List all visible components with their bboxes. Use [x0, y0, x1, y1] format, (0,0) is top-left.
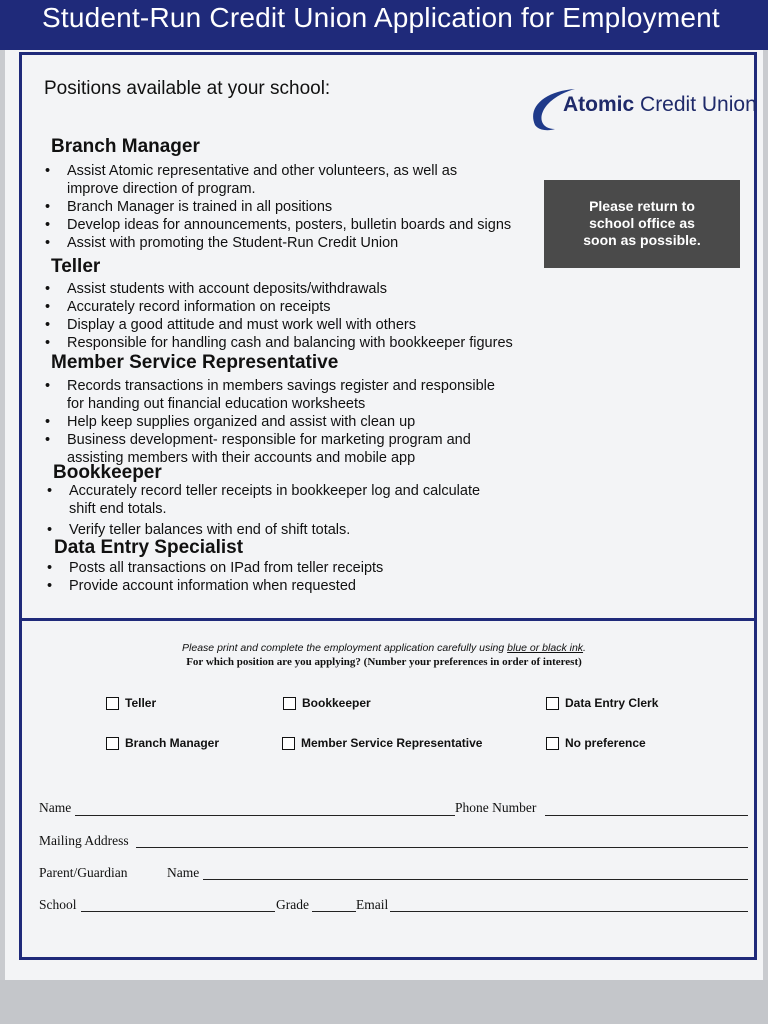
- checkbox[interactable]: [546, 697, 559, 710]
- list-item: • Assist Atomic representative and other volunteers, as well as improve direction of program.: [45, 162, 487, 198]
- list-item: • Verify teller balances with end of shift totals.: [47, 521, 527, 539]
- application-sheet: [5, 50, 763, 980]
- mailing-address-line[interactable]: [136, 847, 748, 848]
- list-item: • Accurately record information on receipts: [45, 298, 525, 316]
- positions-heading: Positions available at your school:: [44, 78, 331, 99]
- position-title-member-service-rep: Member Service Representative: [51, 352, 339, 373]
- list-item: • Records transactions in members savings register and responsible for handing out financial education worksheets: [45, 377, 507, 413]
- option-no-preference[interactable]: No preference: [546, 736, 646, 750]
- parent-guardian-label: Parent/Guardian: [39, 865, 128, 880]
- list-item: • Accurately record teller receipts in bookkeeper log and calculate shift end totals.: [47, 482, 494, 518]
- school-line[interactable]: [81, 911, 275, 912]
- option-data-entry-clerk[interactable]: Data Entry Clerk: [546, 696, 658, 710]
- member-service-duties: [45, 377, 525, 467]
- list-item: • Develop ideas for announcements, posters, bulletin boards and signs: [45, 216, 525, 234]
- option-member-service-rep[interactable]: Member Service Representative: [282, 736, 482, 750]
- parent-name-line[interactable]: [203, 879, 748, 880]
- return-notice: Please return to school office as soon as possible.: [544, 180, 740, 268]
- checkbox[interactable]: [106, 737, 119, 750]
- list-item: • Assist with promoting the Student-Run Credit Union: [45, 234, 525, 252]
- form-instructions: Please print and complete the employment application carefully using blue or black ink.: [182, 642, 586, 654]
- email-label: Email: [356, 897, 389, 912]
- page-title: Student-Run Credit Union Application for Employment: [42, 2, 720, 33]
- grade-line[interactable]: [312, 911, 356, 912]
- position-title-branch-manager: Branch Manager: [51, 136, 200, 157]
- phone-label: Phone Number: [455, 800, 537, 815]
- position-title-bookkeeper: Bookkeeper: [53, 462, 162, 483]
- list-item: • Business development- responsible for marketing program and assisting members with their accounts and mobile app: [45, 431, 487, 467]
- name-label: Name: [39, 800, 72, 815]
- school-label: School: [39, 897, 77, 912]
- list-item: • Branch Manager is trained in all positions: [45, 198, 525, 216]
- list-item: • Assist students with account deposits/withdrawals: [45, 280, 525, 298]
- list-item: • Help keep supplies organized and assist with clean up: [45, 413, 525, 431]
- checkbox[interactable]: [283, 697, 296, 710]
- name-line[interactable]: [75, 815, 455, 816]
- grade-label: Grade: [276, 897, 309, 912]
- section-divider: [19, 618, 757, 621]
- mailing-address-label: Mailing Address: [39, 833, 129, 848]
- phone-line[interactable]: [545, 815, 748, 816]
- teller-duties: [45, 280, 525, 352]
- bookkeeper-duties: [47, 482, 527, 539]
- branch-manager-duties: [45, 162, 525, 252]
- parent-name-label: Name: [167, 865, 200, 880]
- position-title-data-entry: Data Entry Specialist: [54, 537, 244, 558]
- atomic-credit-union-logo: [525, 85, 757, 133]
- list-item: • Display a good attitude and must work well with others: [45, 316, 525, 334]
- email-line[interactable]: [390, 911, 748, 912]
- list-item: • Provide account information when requested: [47, 577, 527, 595]
- list-item: • Responsible for handling cash and balancing with bookkeeper figures: [45, 334, 525, 352]
- page-edge: [0, 980, 768, 1024]
- page-header: [0, 0, 768, 50]
- data-entry-duties: [47, 559, 527, 595]
- position-title-teller: Teller: [51, 256, 101, 277]
- checkbox[interactable]: [546, 737, 559, 750]
- list-item: • Posts all transactions on IPad from teller receipts: [47, 559, 527, 577]
- option-teller[interactable]: Teller: [106, 696, 156, 710]
- option-branch-manager[interactable]: Branch Manager: [106, 736, 219, 750]
- position-question: For which position are you applying? (Number your preferences in order of interest): [186, 656, 582, 668]
- logo-text: Atomic Credit Union: [563, 93, 757, 116]
- checkbox[interactable]: [282, 737, 295, 750]
- checkbox[interactable]: [106, 697, 119, 710]
- option-bookkeeper[interactable]: Bookkeeper: [283, 696, 371, 710]
